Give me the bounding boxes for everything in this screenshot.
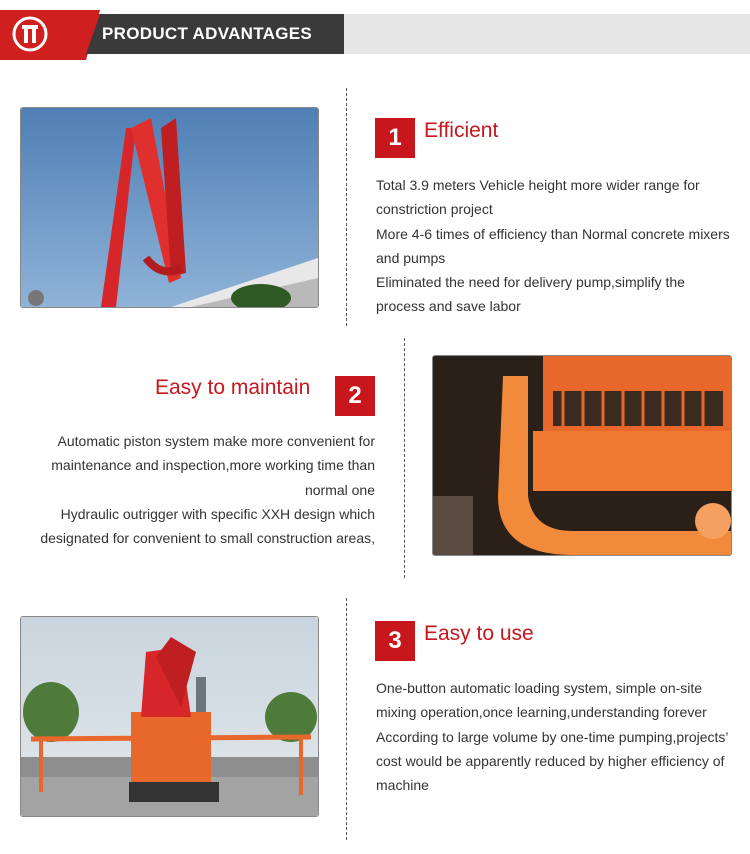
section-heading: Efficient — [424, 119, 499, 142]
section-divider — [346, 88, 347, 326]
pump-photo — [432, 355, 732, 556]
text-line: Eliminated the need for delivery pump,simplify the process and save labor — [376, 274, 685, 315]
section-divider — [346, 598, 347, 840]
text-line: Automatic piston system make more convenient for maintenance and inspection,more working time than normal one — [51, 433, 375, 498]
section-divider — [404, 338, 405, 578]
boom-photo — [20, 107, 319, 308]
section-heading: Easy to maintain — [155, 376, 311, 399]
section-text — [376, 173, 736, 319]
text-line: Hydraulic outrigger with specific XXH design which designated for convenient to small construction areas, — [40, 505, 375, 547]
text-line: Total 3.9 meters Vehicle height more wider range for constriction project — [376, 177, 700, 218]
page-title: PRODUCT ADVANTAGES — [102, 24, 313, 43]
section-heading: Easy to use — [424, 622, 534, 645]
truck-photo — [20, 616, 319, 817]
section-number: 3 — [375, 621, 415, 661]
text-line: One-button automatic loading system, simple on-site mixing operation,once learning,understanding forever — [376, 680, 707, 721]
text-line: According to large volume by one-time pumping,projects’ cost would be apparently reduced by higher efficiency of machine — [376, 728, 728, 794]
section-number: 1 — [375, 118, 415, 158]
section-text — [376, 676, 734, 797]
section-text — [8, 429, 375, 550]
text-line: More 4-6 times of efficiency than Normal concrete mixers and pumps — [376, 225, 730, 266]
brand-logo-icon — [12, 16, 48, 52]
section-number: 2 — [335, 376, 375, 416]
